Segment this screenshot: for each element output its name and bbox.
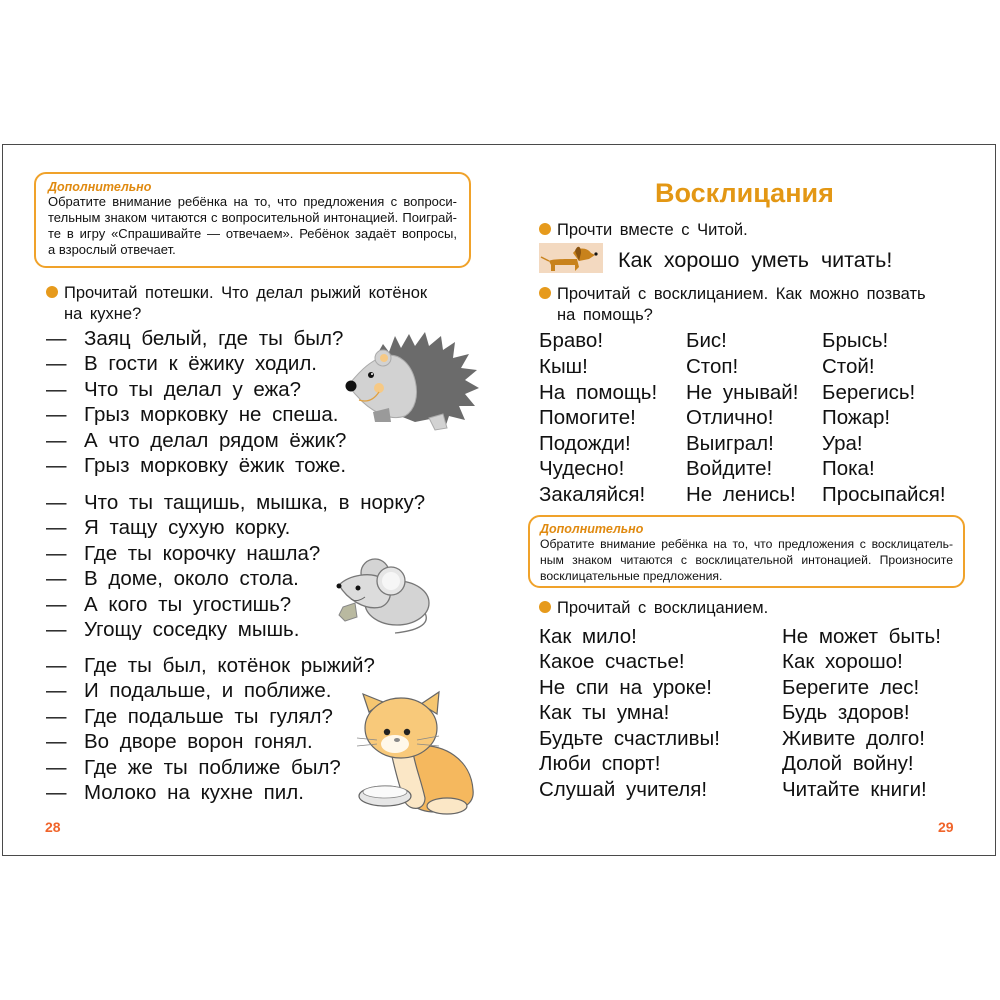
left-task-line1: Прочитай потешки. Что делал рыжий котёнок — [64, 284, 428, 302]
phrase-right: Будь здоров! — [782, 701, 910, 724]
right-task-2: Прочитай с восклицанием. Как можно позвать — [539, 284, 926, 305]
poem1-line: — Грыз морковку ёжик тоже. — [46, 454, 347, 477]
poem1-line: — Грыз морковку не спеша. — [46, 403, 339, 426]
poem1-line: — Заяц белый, где ты был? — [46, 327, 344, 350]
left-note-line: а взрослый отвечает. — [48, 242, 176, 257]
grid-word: Закаляйся! — [539, 483, 646, 506]
dog-sentence: Как хорошо уметь читать! — [618, 248, 893, 272]
poem3-line: — Где подальше ты гулял? — [46, 705, 333, 728]
bullet-dot-icon — [539, 287, 551, 299]
phrase-right: Не может быть! — [782, 625, 941, 648]
phrase-left: Как ты умна! — [539, 701, 670, 724]
phrase-left: Люби спорт! — [539, 752, 661, 775]
dachshund-chita-illustration — [539, 243, 603, 273]
grid-word: Войдите! — [686, 457, 773, 480]
grid-word: Пока! — [822, 457, 875, 480]
grid-word: Брысь! — [822, 329, 889, 352]
page-title: Восклицания — [655, 178, 834, 208]
kitten-illustration — [355, 690, 480, 815]
left-note-box — [34, 172, 471, 268]
grid-word: Не ленись! — [686, 483, 796, 506]
poem3-line: — И подальше, и поближе. — [46, 679, 332, 702]
right-note-line: восклицательные предложения. — [540, 569, 723, 583]
poem3-line: — Молоко на кухне пил. — [46, 781, 304, 804]
right-task-1: Прочти вместе с Читой. — [539, 220, 748, 241]
phrase-right: Живите долго! — [782, 727, 925, 750]
phrase-left: Не спи на уроке! — [539, 676, 712, 699]
grid-word: Бис! — [686, 329, 727, 352]
poem3-line: — Где же ты поближе был? — [46, 756, 341, 779]
poem2-line: — Угощу соседку мышь. — [46, 618, 300, 641]
poem1-line: — Что ты делал у ежа? — [46, 378, 302, 401]
phrase-left: Как мило! — [539, 625, 637, 648]
page-number-right: 29 — [938, 819, 954, 835]
grid-word: Просыпайся! — [822, 483, 946, 506]
right-note-line: Обратите внимание ребёнка на то, что предложения с восклицатель- — [540, 537, 953, 551]
phrase-right: Берегите лес! — [782, 676, 920, 699]
phrase-left: Слушай учителя! — [539, 778, 708, 801]
phrase-right: Долой войну! — [782, 752, 914, 775]
grid-word: Кыш! — [539, 355, 588, 378]
poem1-line: — А что делал рядом ёжик? — [46, 429, 347, 452]
left-note-title: Дополнительно — [48, 180, 152, 194]
right-note-box — [528, 515, 965, 588]
phrase-left: Будьте счастливы! — [539, 727, 720, 750]
left-note-line: Обратите внимание ребёнка на то, что предложения с вопроси- — [48, 194, 457, 209]
poem2-line: — Я тащу сухую корку. — [46, 516, 291, 539]
bullet-dot-icon — [539, 601, 551, 613]
poem3-line: — Где ты был, котёнок рыжий? — [46, 654, 375, 677]
phrase-left: Какое счастье! — [539, 650, 685, 673]
grid-word: Чудесно! — [539, 457, 625, 480]
poem2-line: — В доме, около стола. — [46, 567, 299, 590]
grid-word: Берегись! — [822, 381, 916, 404]
grid-word: Отлично! — [686, 406, 774, 429]
right-note-title: Дополнительно — [540, 522, 644, 536]
page-number-left: 28 — [45, 819, 61, 835]
grid-word: Не унывай! — [686, 381, 799, 404]
bullet-dot-icon — [539, 223, 551, 235]
right-task-2-line2: на помощь? — [557, 306, 653, 324]
left-note-line: тельным знаком читаются с вопросительной интонацией. Поиграй- — [48, 210, 457, 225]
phrase-right: Как хорошо! — [782, 650, 903, 673]
poem1-line: — В гости к ёжику ходил. — [46, 352, 317, 375]
grid-word: Стой! — [822, 355, 875, 378]
grid-word: Ура! — [822, 432, 863, 455]
mouse-illustration — [335, 555, 435, 635]
phrase-right: Читайте книги! — [782, 778, 927, 801]
grid-word: Пожар! — [822, 406, 891, 429]
left-task — [46, 283, 427, 304]
poem2-line: — Где ты корочку нашла? — [46, 542, 321, 565]
left-note-line: те в игру «Спрашивайте — отвечаем». Ребёнок задаёт вопросы, — [48, 226, 457, 241]
grid-word: Подожди! — [539, 432, 631, 455]
poem2-line: — А кого ты угостишь? — [46, 593, 292, 616]
grid-word: Помогите! — [539, 406, 636, 429]
right-note-line: ным знаком читаются с восклицательной интонацией. Произносите — [540, 553, 953, 567]
grid-word: Стоп! — [686, 355, 739, 378]
poem2-line: — Что ты тащишь, мышка, в норку? — [46, 491, 426, 514]
poem3-line: — Во дворе ворон гонял. — [46, 730, 313, 753]
grid-word: Браво! — [539, 329, 604, 352]
grid-word: На помощь! — [539, 381, 658, 404]
left-task-line2: на кухне? — [64, 305, 142, 323]
bullet-dot-icon — [46, 286, 58, 298]
hedgehog-illustration — [345, 330, 480, 435]
right-task-3: Прочитай с восклицанием. — [539, 598, 768, 619]
grid-word: Выиграл! — [686, 432, 774, 455]
